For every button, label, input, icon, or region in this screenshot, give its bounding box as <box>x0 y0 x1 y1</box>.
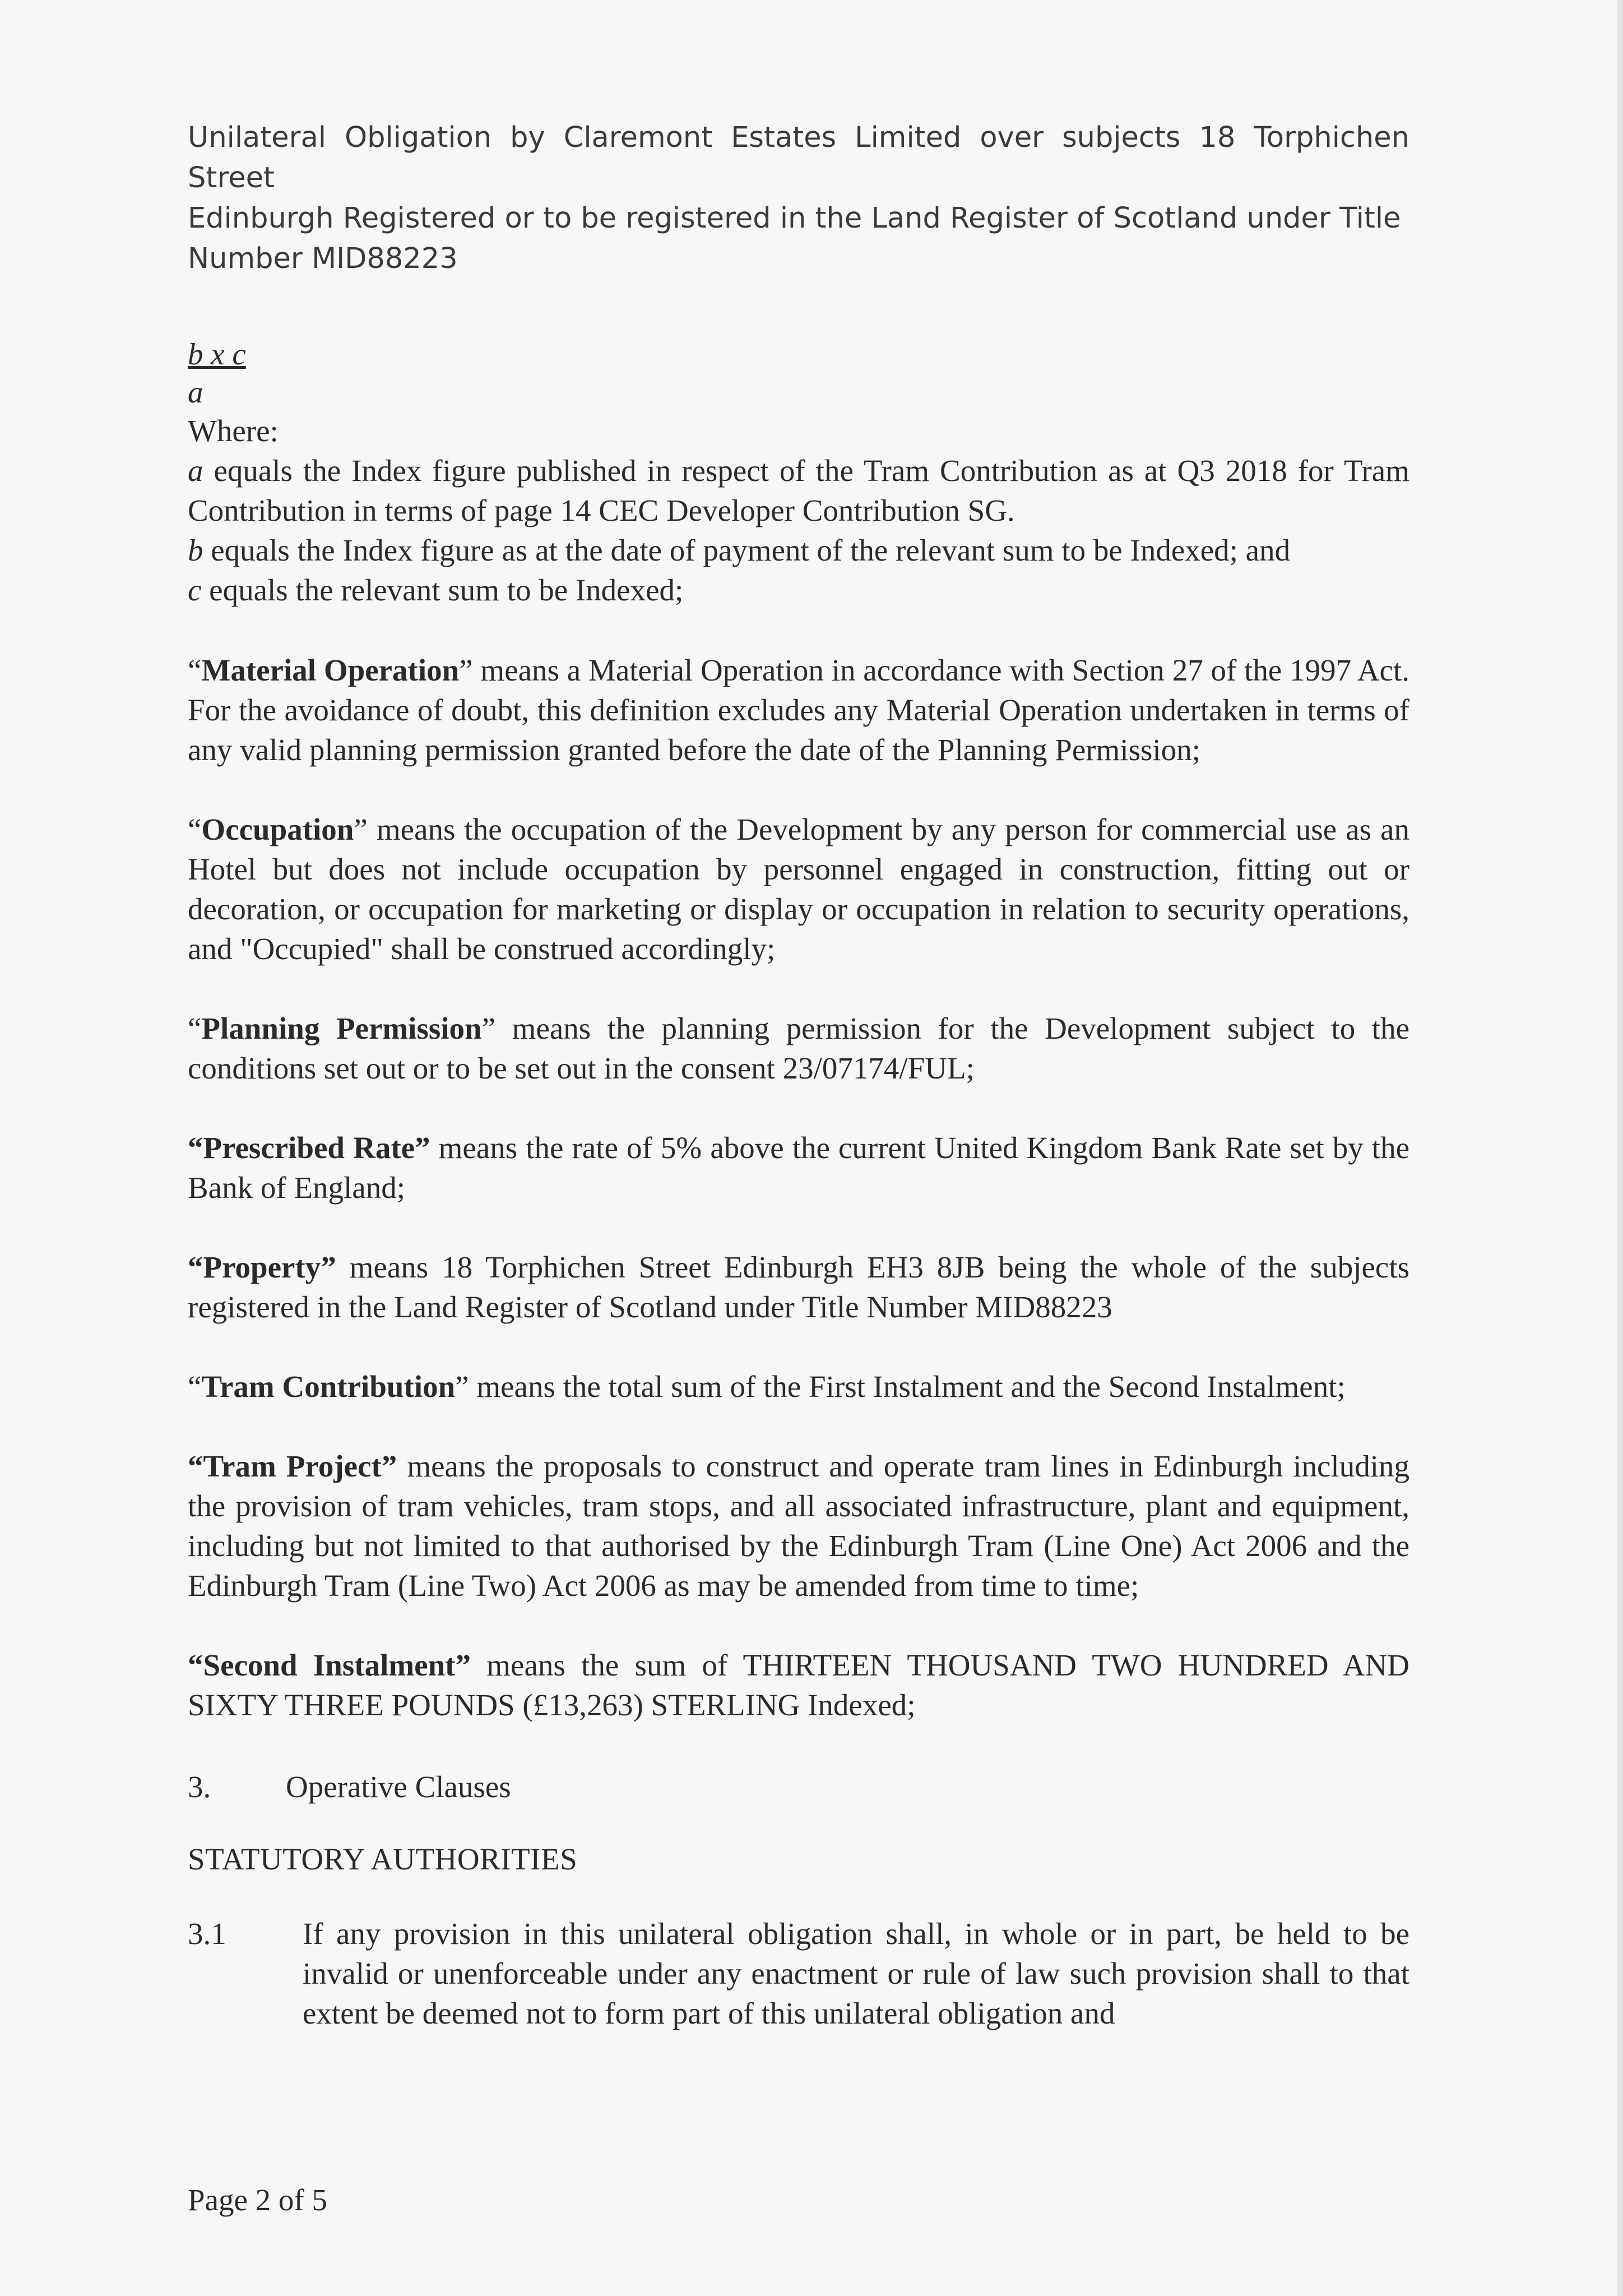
term-property: “Property” <box>188 1250 336 1284</box>
term-tram-contribution: Tram Contribution <box>201 1369 456 1404</box>
clause-number: 3.1 <box>188 1917 226 1951</box>
header-line-1: Unilateral Obligation by Claremont Estates Limited over subjects 18 Torphichen Street <box>188 121 1409 195</box>
definition-planning-permission: “Planning Permission” means the planning permission for the Development subject to the conditions set out or to be set out in the consent 23/07174/FUL; <box>188 1011 1409 1085</box>
clause-text: If any provision in this unilateral obligation shall, in whole or in part, be held to be invalid or unenforceable under any enactment or rule of law such provision shall to that extent be deemed not to form part of this unilateral obligation and <box>303 1917 1409 2030</box>
formula-c-definition <box>188 570 1409 610</box>
formula-a-text: equals the Index figure published in respect of the Tram Contribution as at Q3 2018 for Tram Contribution in terms of page 14 CEC Developer Contribution SG. <box>188 453 1409 527</box>
definition-tram-project <box>188 1446 1409 1605</box>
formula-c-text: equals the relevant sum to be Indexed; <box>201 573 684 607</box>
page-number: Page 2 of 5 <box>188 2183 327 2217</box>
formula-numerator: b x c <box>188 337 246 371</box>
running-header <box>188 118 1409 279</box>
formula-b-text: equals the Index figure as at the date of payment of the relevant sum to be Indexed; and <box>203 533 1291 567</box>
definition-second-instalment <box>188 1645 1409 1725</box>
formula-denominator: a <box>188 375 203 409</box>
term-occupation: Occupation <box>201 812 354 846</box>
index-formula <box>188 334 1409 610</box>
term-tram-project: “Tram Project” <box>188 1449 397 1483</box>
definition-prescribed-rate <box>188 1128 1409 1207</box>
definition-text: means 18 Torphichen Street Edinburgh EH3 8JB being the whole of the subjects registered in the Land Register of Scotland under Title Number MID88223 <box>188 1250 1409 1324</box>
subheading-statutory-authorities: STATUTORY AUTHORITIES <box>188 1842 578 1876</box>
definition-text: means a Material Operation in accordance with Section 27 of the 1997 Act. For the avoidance of doubt, this definition excludes any Material Operation undertaken in terms of any valid planning permission granted before the date of the Planning Permission; <box>188 653 1409 767</box>
variable-b: b <box>188 533 203 567</box>
term-second-instalment: “Second Instalment” <box>188 1648 471 1682</box>
term-material-operation: Material Operation <box>201 653 460 687</box>
formula-where: Where: <box>188 414 279 448</box>
definition-text: means the rate of 5% above the current United Kingdom Bank Rate set by the Bank of England; <box>188 1131 1409 1205</box>
definition-property <box>188 1247 1409 1327</box>
variable-a: a <box>188 453 203 488</box>
definition-text: means the planning permission for the Development subject to the conditions set out or to be set out in the consent 23/07174/FUL; <box>188 1011 1409 1085</box>
document-page <box>188 118 1409 2033</box>
term-prescribed-rate: “Prescribed Rate” <box>188 1131 430 1165</box>
definition-occupation: “Occupation” means the occupation of the Development by any person for commercial use as an Hotel but does not include occupation by personnel engaged in construction, fitting out or decoration, or occupation for marketing or display or occupation in relation to security operations, and "Occupied" shall be construed accordingly; <box>188 812 1409 966</box>
definition-text: means the sum of THIRTEEN THOUSAND TWO HUNDRED AND SIXTY THREE POUNDS (£13,263) STERLING Indexed; <box>188 1648 1409 1722</box>
section-number: 3. <box>188 1770 211 1804</box>
definition-tram-contribution: “Tram Contribution” means the total sum of the First Instalment and the Second Instalment; <box>188 1369 1346 1404</box>
definition-material-operation: “Material Operation” means a Material Operation in accordance with Section 27 of the 1997 Act. For the avoidance of doubt, this definition excludes any Material Operation undertaken in terms of any valid planning permission granted before the date of the Planning Permission; <box>188 653 1409 767</box>
definition-text: means the proposals to construct and operate tram lines in Edinburgh including the provision of tram vehicles, tram stops, and all associated infrastructure, plant and equipment, including but not limited to that authorised by the Edinburgh Tram (Line One) Act 2006 and the Edinburgh Tram (Line Two) Act 2006 as may be amended from time to time; <box>188 1449 1409 1603</box>
definition-text: means the occupation of the Development by any person for commercial use as an Hotel but does not include occupation by personnel engaged in construction, fitting out or decoration, or occupation for marketing or display or occupation in relation to security operations, and "Occupied" shall be construed accordingly; <box>188 812 1409 966</box>
definition-text: means the total sum of the First Instalment and the Second Instalment; <box>469 1369 1346 1404</box>
header-line-2: Edinburgh Registered or to be registered in the Land Register of Scotland under Title <box>188 202 1401 235</box>
formula-a-definition <box>188 451 1409 530</box>
section-heading <box>188 1767 1409 1807</box>
variable-c: c <box>188 573 202 607</box>
formula-b-definition <box>188 530 1409 570</box>
clause-3-1 <box>188 1914 1409 2033</box>
page-edge <box>1617 0 1623 2296</box>
section-title: Operative Clauses <box>286 1770 511 1804</box>
term-planning-permission: Planning Permission <box>201 1011 482 1045</box>
header-line-3: Number MID88223 <box>188 242 458 275</box>
